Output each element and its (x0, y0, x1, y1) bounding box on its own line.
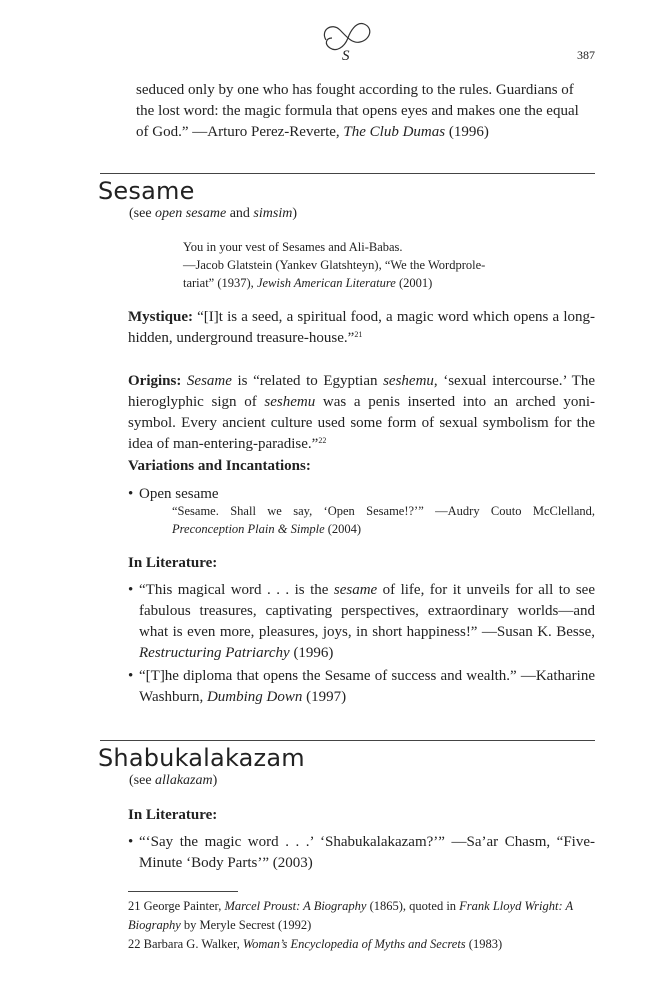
see-also-sesame: (see open sesame and simsim) (129, 206, 297, 221)
footnote-ref: 22 (318, 436, 327, 445)
list-item-text: “‘Say the magic word . . .’ ‘Shabukalakazam?’” —Sa’ar Chasm, “Five-Minute ‘Body Parts’” (2003) (139, 834, 595, 871)
decorative-s-ornament-icon (318, 16, 378, 64)
epigraph-line: —Jacob Glatstein (Yankev Glatshteyn), “We the Wordprole- (183, 258, 486, 272)
sesame-epigraph (183, 238, 563, 292)
headword-shabukalakazam: Shabukalakazam (98, 744, 305, 772)
variation-quote-title: Preconception Plain & Simple (172, 522, 325, 536)
list-item-text: “[T]he diploma that opens the Sesame of success and wealth.” —Katharine Washburn, Dumbing Down (1997) (139, 668, 595, 705)
intro-text: seduced only by one who has fought according to the rules. Guardians of the lost word: the magic formula that opens eyes and makes one the equal of God.” —Arturo Perez-Reverte, (136, 82, 579, 140)
ornament-letter: S (342, 48, 350, 64)
epigraph-line: You in your vest of Sesames and Ali-Babas. (183, 240, 403, 254)
mystique-label: Mystique: (128, 309, 193, 325)
bullet-icon: • (128, 486, 134, 502)
intro-title: The Club Dumas (343, 124, 446, 140)
origins-label: Origins: (128, 373, 182, 389)
page-number: 387 (577, 48, 595, 62)
see-ref-simsim: simsim (253, 206, 293, 221)
intro-paragraph (136, 80, 594, 143)
list-item-text: Open sesame (139, 486, 219, 502)
variation-quote: “Sesame. Shall we say, ‘Open Sesame!?’” —Audry Couto McClelland, Preconception Plain & Simple (2004) (172, 504, 595, 536)
footnote-21: 21 George Painter, Marcel Proust: A Biography (1865), quoted in Frank Lloyd Wright: A Biography by Meryle Secrest (1992) (128, 899, 573, 932)
in-literature-heading: In Literature: (128, 555, 218, 571)
in-literature-heading: In Literature: (128, 807, 218, 823)
origins-paragraph: Origins: Sesame is “related to Egyptian seshemu, ‘sexual intercourse.’ The hieroglyphic sign of seshemu was a penis inserted into an arched yoni-symbol. Every ancient culture used some form of sexual symbolism for the idea of man-entering-paradise.”$^{22}$ (128, 373, 596, 452)
see-also-shabukalakazam: (see allakazam) (129, 773, 218, 788)
bullet-icon: • (128, 834, 134, 850)
epigraph-source-title: Jewish American Literature (256, 276, 396, 290)
see-ref-allakazam: allakazam (155, 773, 213, 788)
entry-divider (100, 740, 595, 741)
bullet-icon: • (128, 668, 134, 684)
list-item (128, 832, 595, 874)
see-ref-open-sesame: open sesame (155, 206, 227, 221)
intro-year: (1996) (445, 124, 489, 140)
footnote-ref: 21 (354, 330, 363, 339)
list-item-text: “This magical word . . . is the sesame of life, for it unveils for all to see fabulous treasures, captivating perspectives, extraordinary worlds—and what is even more, pleasures, joys, in short happiness!” —Susan K. Besse, Restructuring Patriarchy (1996) (139, 582, 595, 661)
mystique-paragraph: Mystique: “[I]t is a seed, a spiritual food, a magic word which opens a long-hidden, underground treasure-house.”$^{21}$ (128, 309, 595, 346)
variations-heading: Variations and Incantations: (128, 458, 311, 474)
footnote-divider (128, 891, 238, 892)
list-item (128, 666, 595, 708)
list-item (128, 580, 595, 664)
entry-divider (100, 173, 595, 174)
headword-sesame: Sesame (98, 177, 195, 205)
footnote-22: 22 Barbara G. Walker, Woman’s Encyclopedia of Myths and Secrets (1983) (128, 937, 503, 951)
bullet-icon: • (128, 582, 134, 598)
epigraph-line: tariat” (1937), Jewish American Literature (2001) (183, 276, 433, 290)
